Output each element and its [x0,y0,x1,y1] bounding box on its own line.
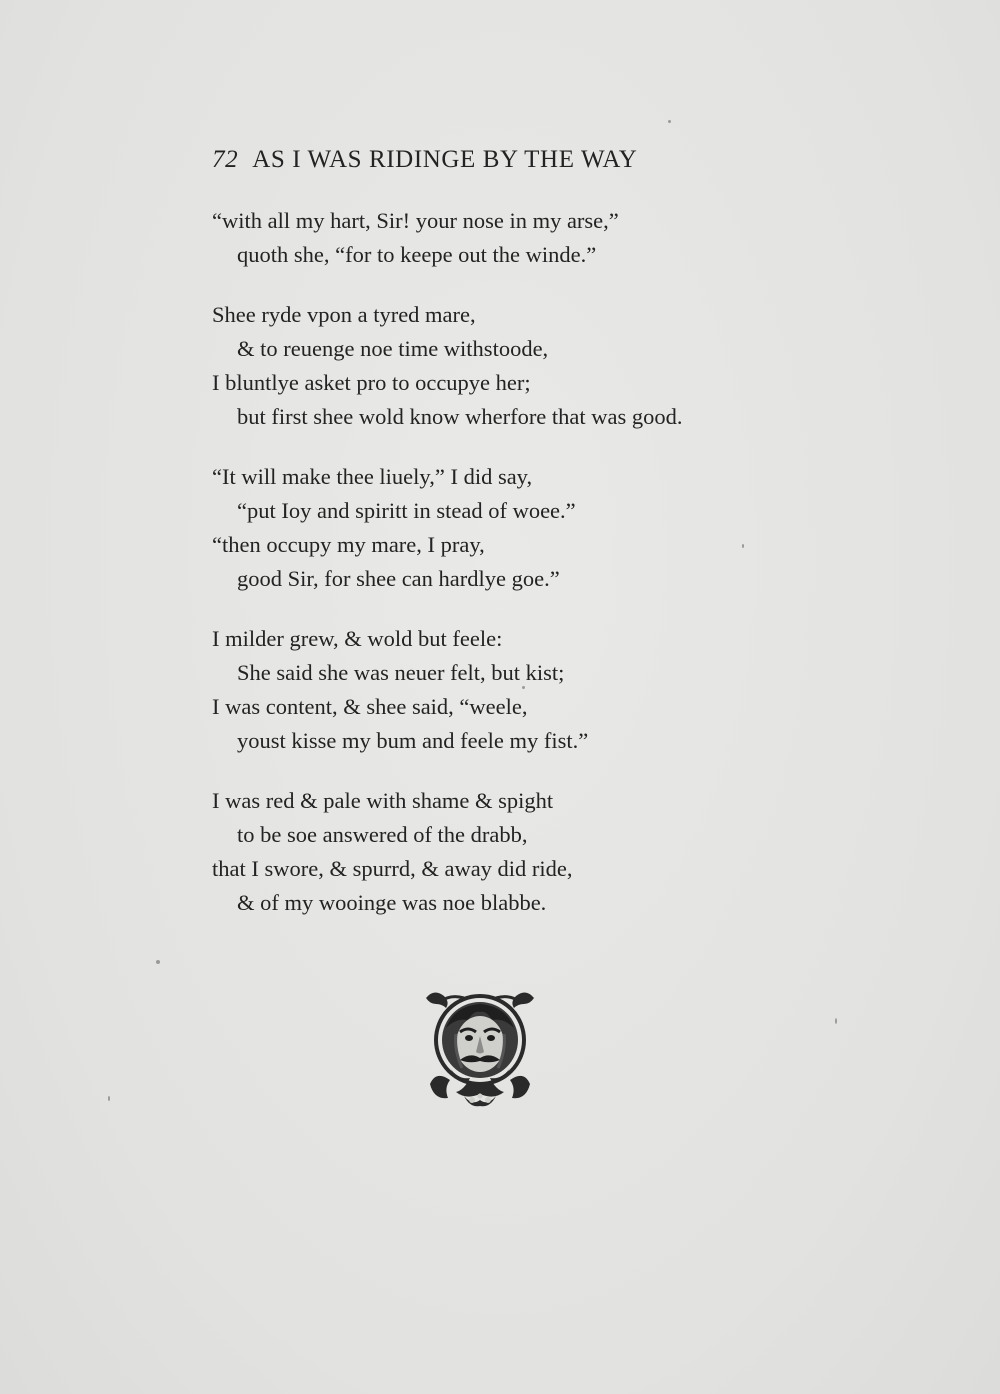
running-title: AS I WAS RIDINGE BY THE WAY [252,146,638,173]
paper-speck [108,1096,110,1101]
verse-line: to be soe answered of the drabb, [237,822,528,847]
verse-line: “then occupy my mare, I pray, [212,532,485,557]
running-header [212,146,637,174]
verse-line: & of my wooinge was noe blabbe. [237,890,547,915]
paper-speck [835,1018,837,1024]
verse-line: “put Ioy and spiritt in stead of woee.” [237,498,576,523]
verse-line: quoth she, “for to keepe out the winde.” [237,242,597,267]
verse-line: that I swore, & spurrd, & away did ride, [212,856,573,881]
page-number: 72 [212,146,239,173]
verse-line: but first shee wold know wherfore that was good. [237,404,683,429]
green-man-face-icon [420,988,540,1110]
paper-speck [668,120,671,123]
verse-line: good Sir, for shee can hardlye goe.” [237,566,560,591]
verse-line: I was content, & shee said, “weele, [212,694,528,719]
verse-line: & to reuenge noe time withstoode, [237,336,549,361]
verse-line: She said she was neuer felt, but kist; [237,660,565,685]
paper-speck [742,544,744,548]
verse-line: “with all my hart, Sir! your nose in my arse,” [212,208,619,233]
verse-line: I bluntlye asket pro to occupye her; [212,370,531,395]
stanza [212,204,772,272]
stanza [212,460,772,596]
paper-speck [156,960,160,964]
verse-line: I was red & pale with shame & spight [212,788,554,813]
stanza [212,784,772,920]
verse-line: “It will make thee liuely,” I did say, [212,464,533,489]
stanza [212,622,772,758]
stanza [212,298,772,434]
verse-line: I milder grew, & wold but feele: [212,626,503,651]
poem [212,204,772,946]
verse-line: Shee ryde vpon a tyred mare, [212,302,476,327]
paper-speck [522,686,525,689]
verse-line: youst kisse my bum and feele my fist.” [237,728,589,753]
